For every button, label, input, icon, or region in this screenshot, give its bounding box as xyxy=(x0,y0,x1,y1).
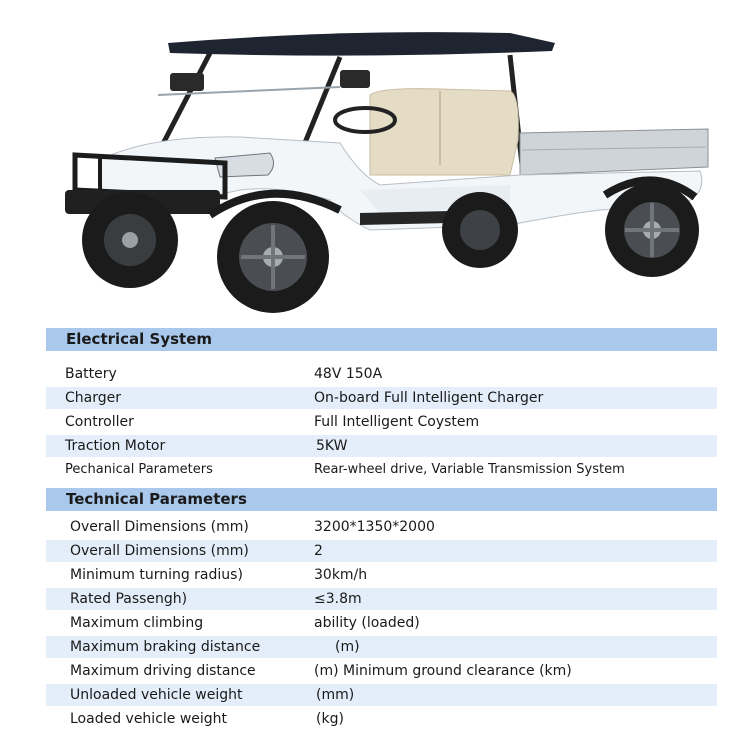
spec-label: Maximum climbing xyxy=(70,615,204,631)
spec-row-maximum-climbing xyxy=(46,612,717,634)
spec-label: Loaded vehicle weight xyxy=(70,711,228,727)
spec-value: 30km/h xyxy=(314,567,368,583)
spec-value: Full Intelligent Coystem xyxy=(314,414,480,430)
spec-label: Battery xyxy=(65,366,117,382)
section-heading-technical-parameters: Technical Parameters xyxy=(46,488,717,511)
spec-label: Pechanical Parameters xyxy=(65,462,213,477)
spec-label: Maximum driving distance xyxy=(70,663,256,679)
spec-value: 5KW xyxy=(316,438,348,454)
spec-value: (m) Minimum ground clearance (km) xyxy=(314,663,572,679)
spec-row-maximum-driving-distance xyxy=(46,660,717,682)
spec-label: Overall Dimensions (mm) xyxy=(70,519,249,535)
spec-label: Unloaded vehicle weight xyxy=(70,687,243,703)
spec-row-overall-dimensions-2 xyxy=(46,540,717,562)
spec-row-minimum-turning-radius xyxy=(46,564,717,586)
spec-row-controller xyxy=(46,411,717,433)
spec-value: On-board Full Intelligent Charger xyxy=(314,390,544,406)
spec-row-maximum-braking-distance xyxy=(46,636,717,658)
utility-vehicle-photo xyxy=(40,25,720,315)
spec-label: Minimum turning radius) xyxy=(70,567,243,583)
spec-row-traction-motor xyxy=(46,435,717,457)
spec-row-rated-passengers xyxy=(46,588,717,610)
spec-row-charger xyxy=(46,387,717,409)
spec-row-overall-dimensions xyxy=(46,516,717,538)
spec-value: Rear-wheel drive, Variable Transmission System xyxy=(314,462,625,477)
spec-value: 3200*1350*2000 xyxy=(314,519,435,535)
spec-label: Charger xyxy=(65,390,121,406)
spec-label: Overall Dimensions (mm) xyxy=(70,543,249,559)
spec-row-battery xyxy=(46,363,717,385)
spec-row-mechanical-parameters xyxy=(46,459,717,481)
section-heading-electrical-system: Electrical System xyxy=(46,328,717,351)
spec-label: Controller xyxy=(65,414,134,430)
spec-label: Traction Motor xyxy=(65,438,166,454)
spec-value: (m) xyxy=(335,639,360,655)
spec-label: Maximum braking distance xyxy=(70,639,261,655)
spec-value: (kg) xyxy=(316,711,344,727)
spec-row-loaded-vehicle-weight xyxy=(46,708,717,730)
spec-value: 2 xyxy=(314,543,323,559)
spec-value: (mm) xyxy=(316,687,355,703)
spec-label: Rated Passengh) xyxy=(70,591,188,607)
spec-value: ability (loaded) xyxy=(314,615,420,631)
spec-value: ≤3.8m xyxy=(314,591,362,607)
spec-value: 48V 150A xyxy=(314,366,383,382)
spec-row-unloaded-vehicle-weight xyxy=(46,684,717,706)
